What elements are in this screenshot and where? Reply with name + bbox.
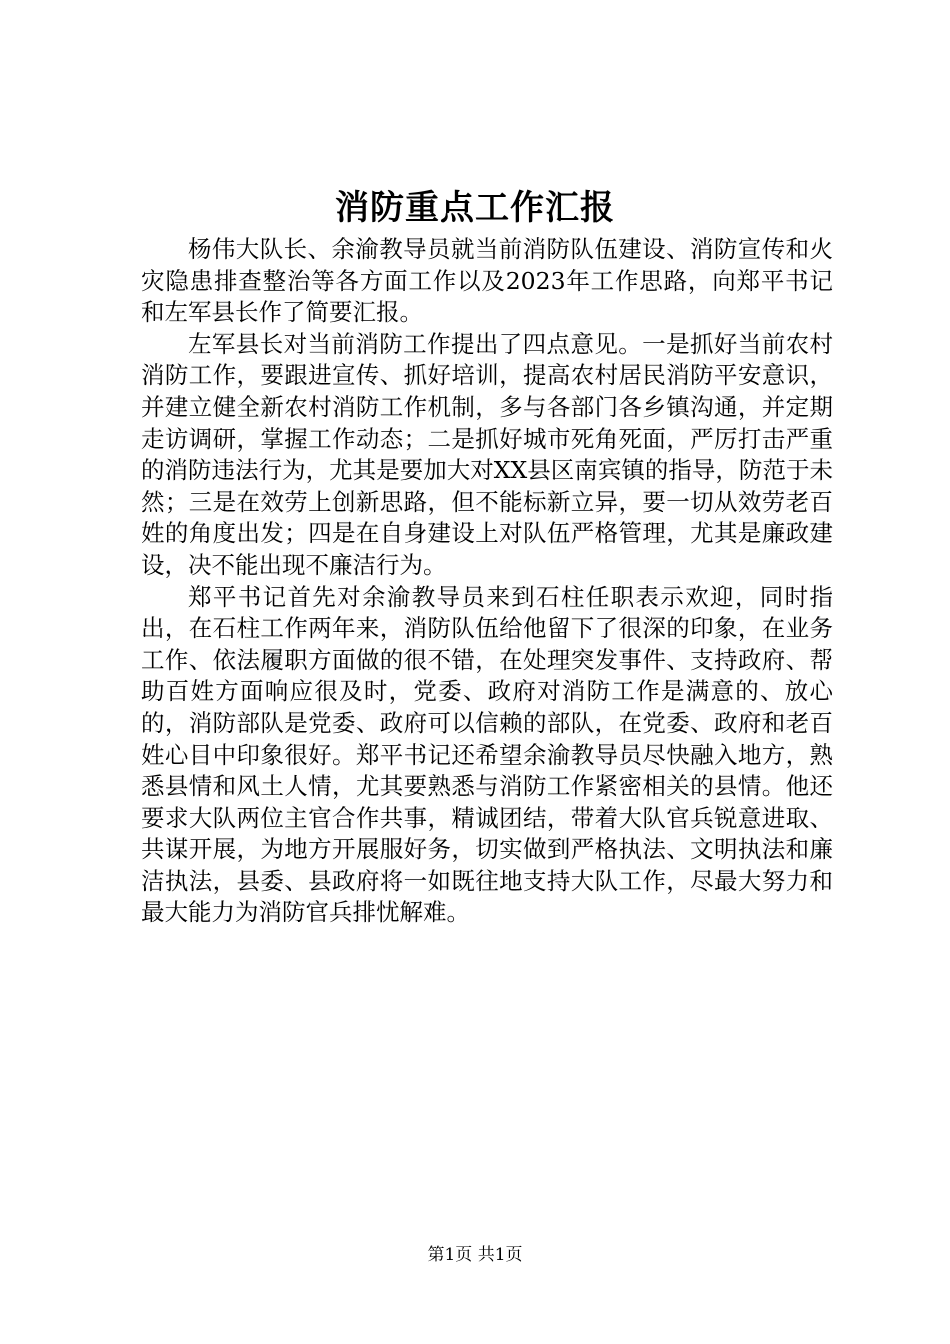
page-number-footer: 第1页 共1页	[427, 1245, 523, 1265]
paragraph-2: 左军县长对当前消防工作提出了四点意见。一是抓好当前农村消防工作，要跟进宣传、抓好培训，提高农村居民消防平安意识，并建立健全新农村消防工作机制，多与各部门各乡镇沟通，并定期走访调研，掌握工作动态；二是抓好城市死角死面，严厉打击严重的消防违法行为，尤其是要加大对XX县区南宾镇的指导，防范于未然；三是在效劳上创新思路，但不能标新立异，要一切从效劳老百姓的角度出发；四是在自身建设上对队伍严格管理，尤其是廉政建设，决不能出现不廉洁行为。	[141, 329, 833, 579]
paragraph-1: 杨伟大队长、余渝教导员就当前消防队伍建设、消防宣传和火灾隐患排查整治等各方面工作以及2023年工作思路，向郑平书记和左军县长作了简要汇报。	[141, 235, 833, 327]
document-title: 消防重点工作汇报	[335, 188, 615, 228]
paragraph-3: 郑平书记首先对余渝教导员来到石柱任职表示欢迎，同时指出，在石柱工作两年来，消防队伍给他留下了很深的印象，在业务工作、依法履职方面做的很不错，在处理突发事件、支持政府、帮助百姓方面响应很及时，党委、政府对消防工作是满意的、放心的，消防部队是党委、政府可以信赖的部队，在党委、政府和老百姓心目中印象很好。郑平书记还希望余渝教导员尽快融入地方，熟悉县情和风土人情，尤其要熟悉与消防工作紧密相关的县情。他还要求大队两位主官合作共事，精诚团结，带着大队官兵锐意进取、共谋开展，为地方开展服好务，切实做到严格执法、文明执法和廉洁执法，县委、县政府将一如既往地支持大队工作，尽最大努力和最大能力为消防官兵排忧解难。	[141, 582, 833, 927]
document-body	[141, 234, 833, 929]
